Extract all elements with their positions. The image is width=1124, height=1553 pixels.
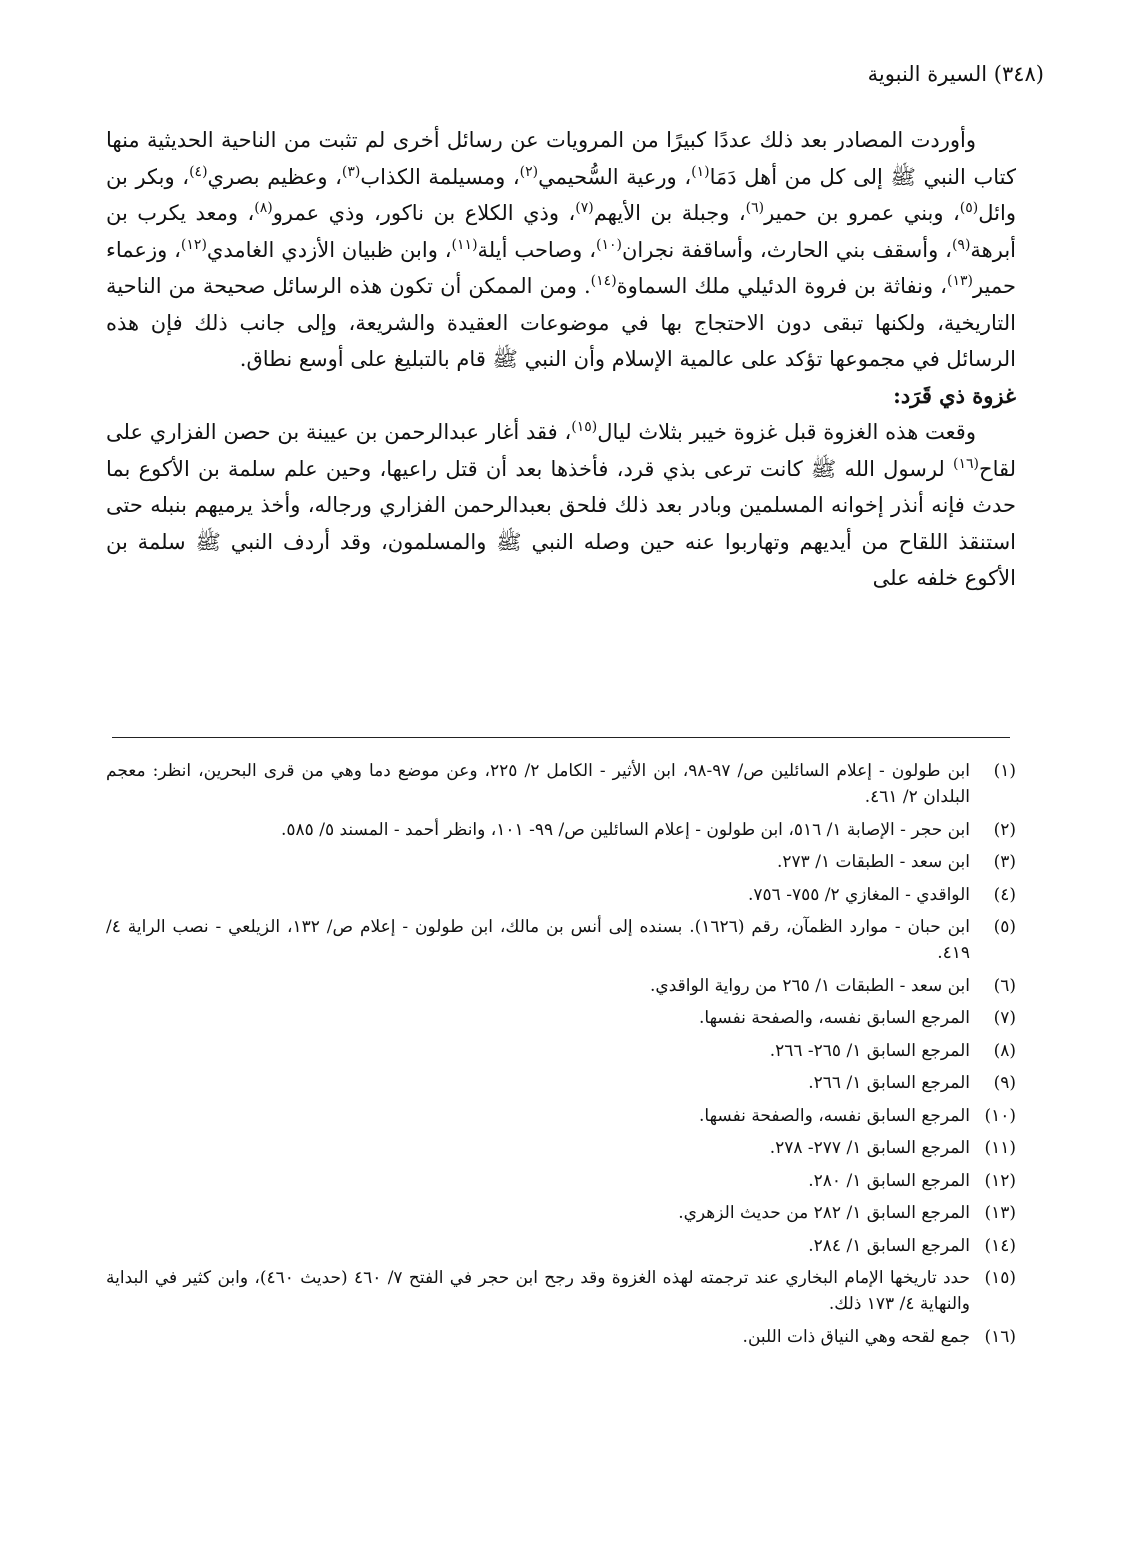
text-segment: وأوردت المصادر بعد ذلك عددًا كبيرًا من المرويات عن رسائل أخرى لم تثبت من الناحية الحديثية منها كتاب النبي ﷺ إلى كل من أهل دَمَا [106, 128, 1016, 189]
text-segment: ، وبني عمرو بن حمير [764, 201, 960, 225]
footnote-item [106, 1005, 1016, 1031]
footnote-text: الواقدي - المغازي ٢/ ٧٥٥- ٧٥٦. [747, 884, 970, 905]
footnote-ref[interactable]: (١١) [451, 236, 478, 253]
footnote-text: المرجع السابق ١/ ٢٧٧- ٢٧٨. [769, 1138, 970, 1158]
footnote-ref[interactable]: (٩) [951, 236, 971, 253]
footnote-number: (١) [993, 761, 1016, 781]
footnote-number: (١٢) [984, 1170, 1016, 1191]
text-segment: ، وبكر بن وائل [106, 164, 1016, 225]
text-segment: لرسول الله ﷺ كانت ترعى بذي قرد، فأخذها بعد أن قتل راعيها، وحين علم سلمة بن الأكوع بما حدث فإنه أنذر إخوانه المسلمين وبادر بعد ذلك فلحق بعبدالرحمن الفزاري ورجاله، وأخذ يرميهم بنبله حتى استنقذ اللقاح من أيديهم وتهاربوا عنه حين وصله النبي ﷺ والمسلمون، وقد أردف النبي ﷺ سلمة بن الأكوع خلفه على [106, 456, 1016, 590]
footnote-text: حدد تاريخها الإمام البخاري عند ترجمته لهذه الغزوة وقد رجح ابن حجر في الفتح ٧/ ٤٦٠ (حديث ٤٦٠)، وابن كثير في البداية والنهاية ٤/ ١٧٣ ذلك. [106, 1268, 970, 1314]
text-segment: ، وزعماء حمير [106, 237, 1016, 298]
footnote-separator [112, 737, 1010, 738]
text-segment: ، ونفاثة بن فروة الدئيلي ملك السماوة [616, 274, 947, 298]
footnote-ref[interactable]: (١) [691, 163, 710, 180]
footnote-ref[interactable]: (٨) [254, 200, 273, 216]
main-text [106, 122, 1016, 597]
footnote-number: (٣) [993, 852, 1016, 872]
footnote-text: المرجع السابق ١/ ٢٨٤. [808, 1235, 970, 1256]
footnote-ref[interactable]: (٢) [519, 163, 539, 180]
footnote-text: المرجع السابق ١/ ٢٨٢ من حديث الزهري. [678, 1203, 970, 1223]
section-heading: غزوة ذي قَرَد: [893, 382, 1016, 408]
text-segment: ، وأسقف بني الحارث، وأساقفة نجران [621, 237, 952, 262]
footnote-ref[interactable]: (٤) [189, 163, 208, 180]
footnote-text: ابن حبان - موارد الظمآن، رقم (١٦٢٦). بسنده إلى أنس بن مالك، ابن طولون - إعلام ص/ ١٣٢، الزيلعي - نصب الراية ٤/ ٤١٩. [106, 917, 971, 963]
footnote-number: (٤) [993, 884, 1016, 905]
text-segment: وقعت هذه الغزوة قبل غزوة خيبر بثلاث ليال [597, 420, 976, 444]
footnote-number: (١٥) [984, 1268, 1016, 1288]
footnote-number: (٧) [993, 1008, 1016, 1028]
footnote-number: (٩) [993, 1073, 1016, 1093]
footnote-text: المرجع السابق نفسه، والصفحة نفسها. [699, 1008, 970, 1028]
footnote-text: المرجع السابق نفسه، والصفحة نفسها. [699, 1105, 970, 1126]
footnote-item [106, 849, 1016, 875]
text-segment: . ومن الممكن أن تكون هذه الرسائل صحيحة من الناحية التاريخية، ولكنها تبقى دون الاحتجاج بها في موضوعات العقيدة والشريعة، وإلى جانب ذلك فإن هذه الرسائل في مجموعها تؤكد على عالمية الإسلام وأن النبي ﷺ قام بالتبليغ على أوسع نطاق. [106, 274, 1016, 371]
footnote-item [106, 973, 1016, 999]
footnote-ref[interactable]: (٦) [745, 200, 765, 216]
text-segment: ، وذي الكلاع بن ناكور، وذي عمرو [272, 201, 576, 225]
footnote-text: ابن حجر - الإصابة ١/ ٥١٦، ابن طولون - إعلام السائلين ص/ ٩٩- ١٠١، وانظر أحمد - المسند ٥/ ٥٨٥. [280, 819, 970, 840]
footnote-number: (١٦) [984, 1326, 1016, 1347]
text-segment: ، وابن ظبيان الأزدي الغامدي [206, 237, 452, 262]
footnote-item [106, 817, 1016, 843]
footnote-ref[interactable]: (٣) [341, 163, 361, 180]
paragraph-ghazwa [106, 414, 1016, 597]
footnote-item [106, 1233, 1016, 1259]
footnote-text: ابن سعد - الطبقات ١/ ٢٦٥ من رواية الواقدي. [650, 975, 970, 996]
text-segment: ، وصاحب أيلة [477, 237, 596, 262]
running-head: (٣٤٨) السيرة النبوية [867, 62, 1044, 86]
text-segment: ، ورعية السُّحيمي [538, 164, 692, 189]
footnote-item [106, 1200, 1016, 1226]
text-segment: ، فقد أغار عبدالرحمن بن عيينة بن حصن الفزاري على لقاح [106, 420, 1016, 481]
footnote-text: المرجع السابق ١/ ٢٨٠. [808, 1170, 970, 1191]
footnote-item [106, 1168, 1016, 1194]
footnote-ref[interactable]: (١٤) [590, 273, 617, 289]
footnote-number: (٥) [993, 917, 1016, 937]
footnote-text: المرجع السابق ١/ ٢٦٦. [808, 1073, 970, 1093]
text-segment: ، ومسيلمة الكذاب [360, 164, 520, 189]
footnote-number: (١٠) [984, 1105, 1016, 1126]
footnote-ref[interactable]: (١٢) [180, 236, 207, 253]
footnote-ref[interactable]: (١٥) [571, 419, 598, 435]
footnote-item [106, 1135, 1016, 1161]
footnote-item [106, 1324, 1016, 1350]
footnote-ref[interactable]: (٥) [959, 200, 979, 216]
footnotes-list [106, 758, 1016, 1356]
footnote-item [106, 1103, 1016, 1129]
footnote-text: جمع لقحه وهي النياق ذات اللبن. [742, 1326, 970, 1347]
footnote-number: (١١) [984, 1138, 1016, 1158]
footnote-item [106, 1038, 1016, 1064]
footnote-number: (٢) [993, 819, 1016, 840]
footnote-item [106, 914, 1016, 966]
footnote-text: المرجع السابق ١/ ٢٦٥- ٢٦٦. [769, 1040, 970, 1061]
text-segment: ، ومعد يكرب بن أبرهة [106, 201, 1017, 262]
paragraph-letters [106, 122, 1016, 378]
footnote-number: (١٤) [984, 1235, 1016, 1256]
footnote-ref[interactable]: (١٠) [596, 236, 622, 253]
footnote-text: ابن سعد - الطبقات ١/ ٢٧٣. [777, 852, 970, 872]
text-segment: ، وعظيم بصري [207, 164, 342, 189]
footnote-item [106, 1070, 1016, 1096]
footnote-ref[interactable]: (١٦) [953, 455, 980, 472]
footnote-ref[interactable]: (١٣) [946, 273, 973, 289]
footnote-number: (٦) [993, 975, 1016, 996]
footnote-ref[interactable]: (٧) [575, 200, 594, 216]
footnote-item [106, 882, 1016, 908]
footnote-text: ابن طولون - إعلام السائلين ص/ ٩٧-٩٨، ابن الأثير - الكامل ٢/ ٢٢٥، وعن موضع دما وهي من قرى البحرين، انظر: معجم البلدان ٢/ ٤٦١. [106, 761, 970, 807]
footnote-number: (٨) [993, 1040, 1016, 1061]
text-segment: ، وجبلة بن الأيهم [593, 201, 746, 225]
footnote-number: (١٣) [984, 1203, 1016, 1223]
footnote-item [106, 758, 1016, 810]
footnote-item [106, 1265, 1016, 1317]
